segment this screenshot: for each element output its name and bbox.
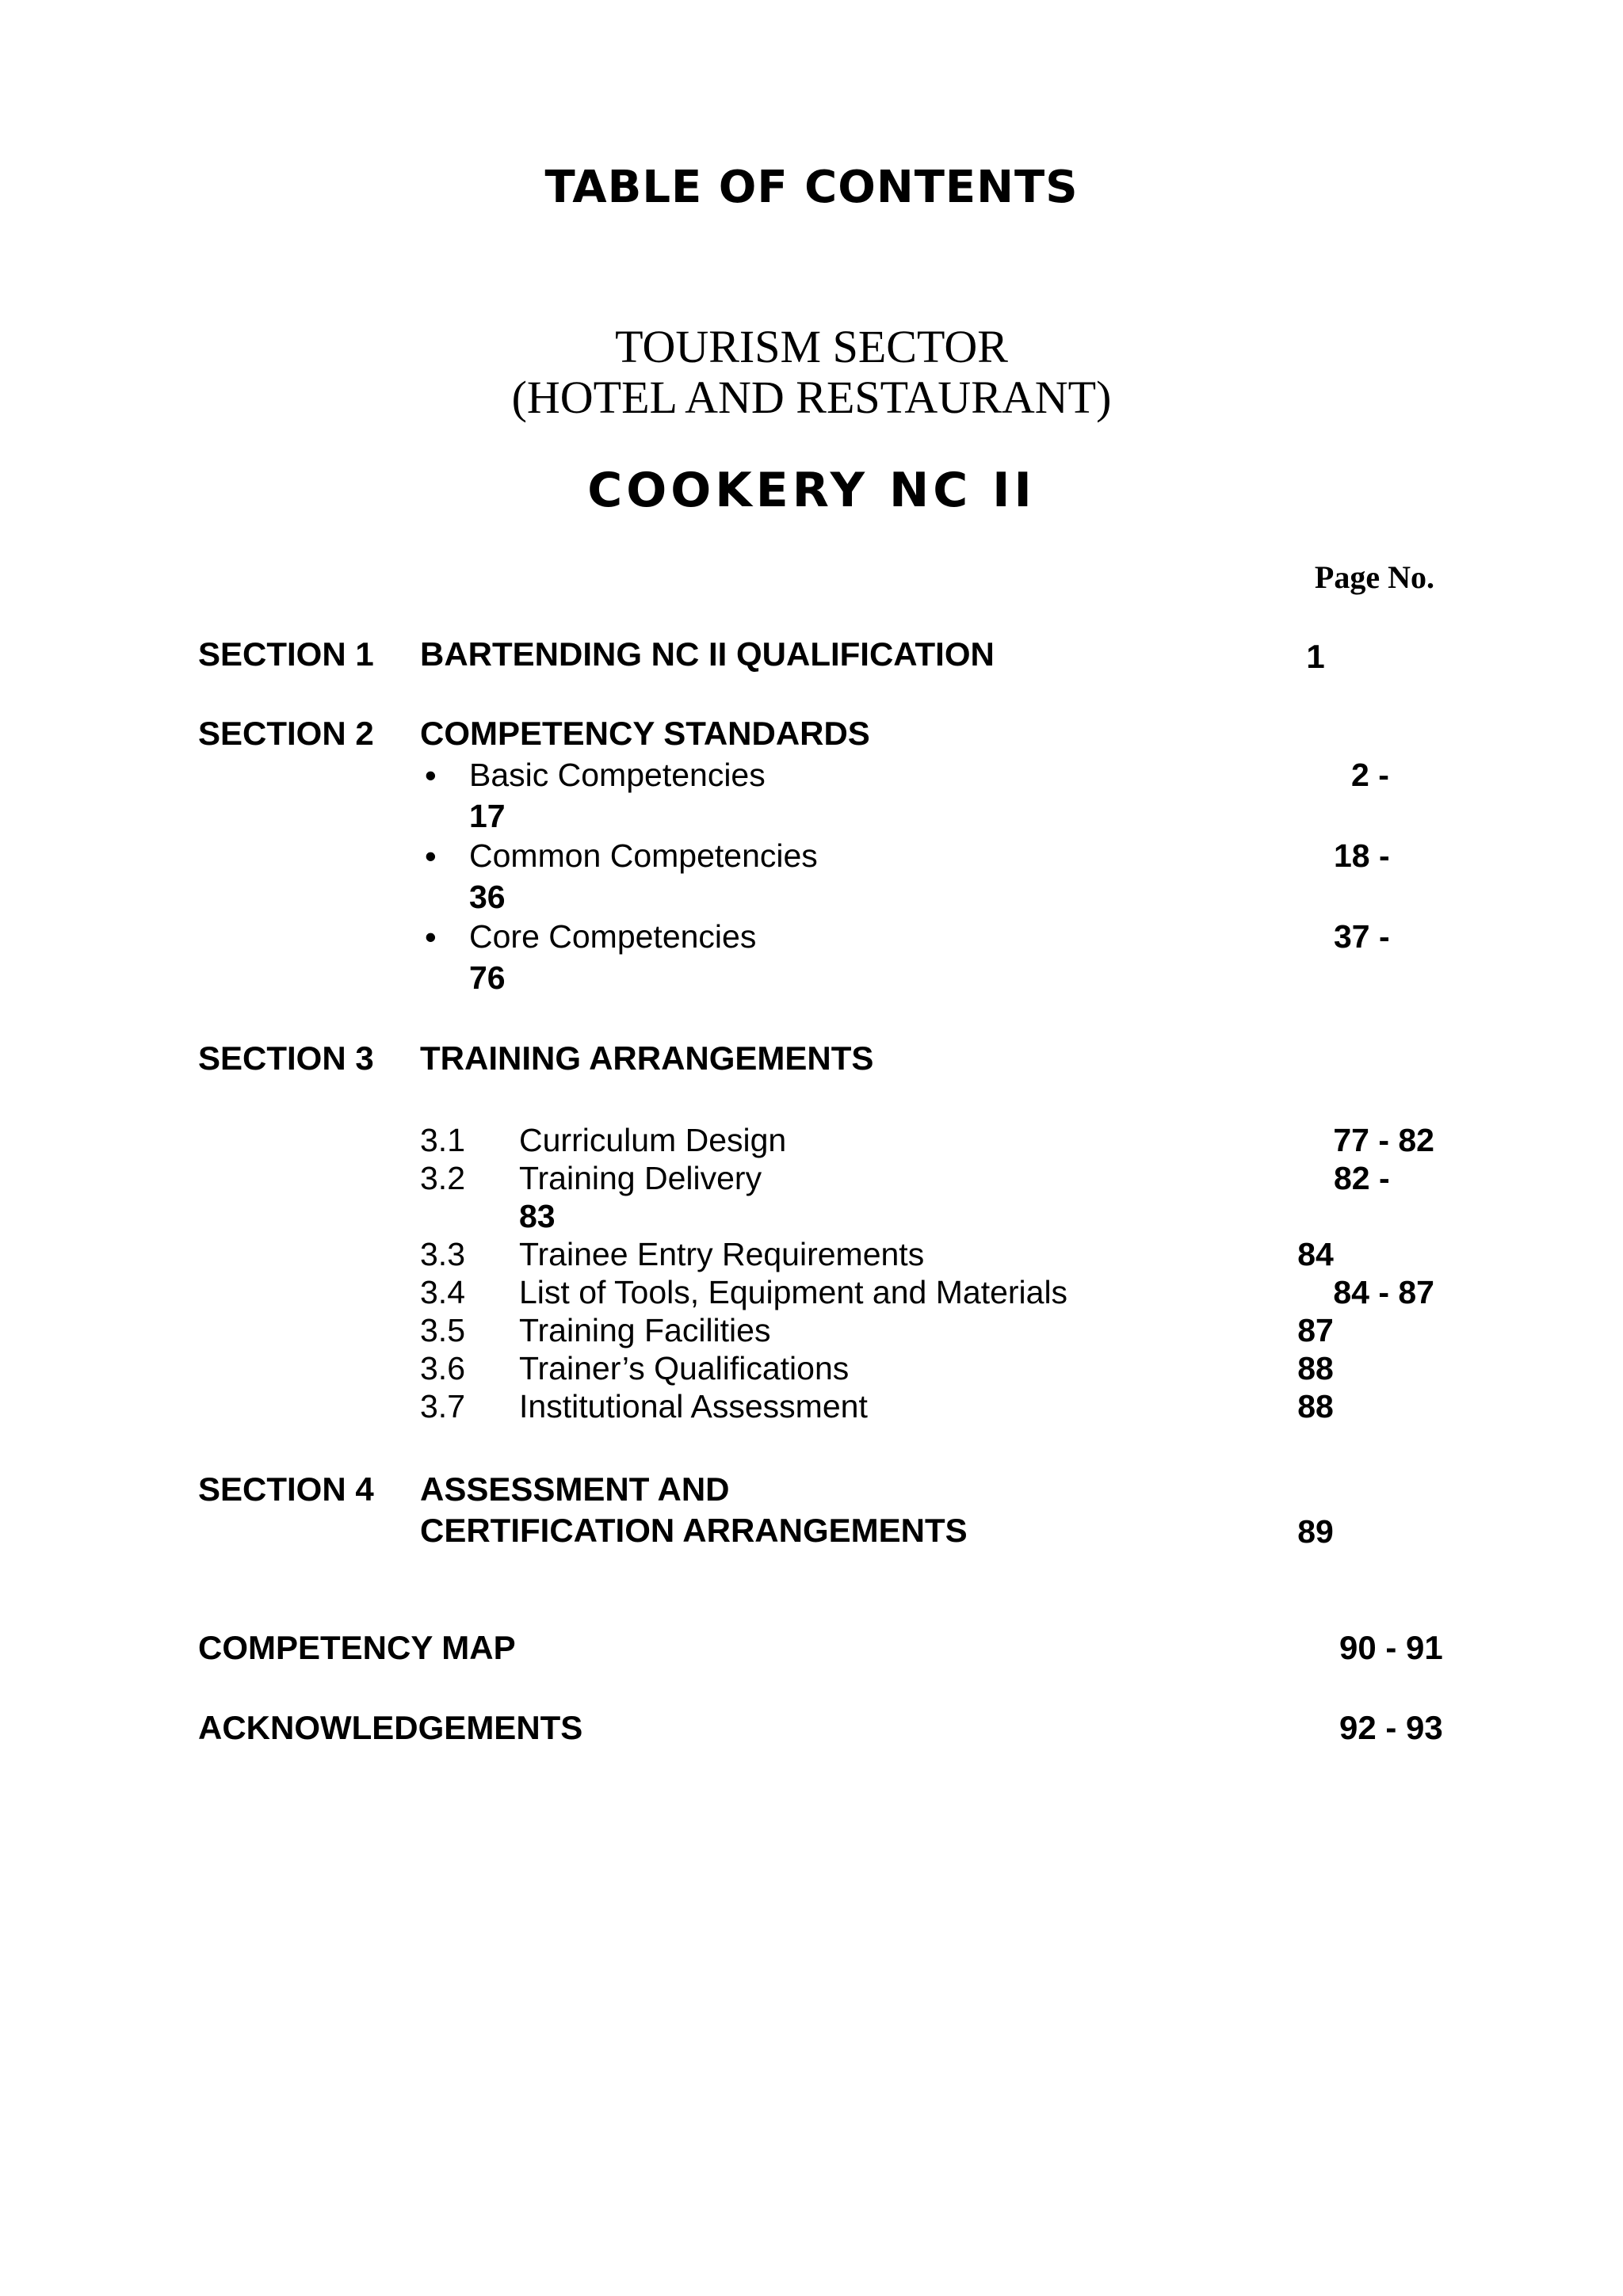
section-3-item-title: Curriculum Design — [519, 1122, 787, 1158]
section-3-item-title: Training Delivery — [519, 1160, 762, 1196]
section-3-title: TRAINING ARRANGEMENTS — [420, 1039, 874, 1077]
section-4-label: SECTION 4 — [198, 1470, 374, 1508]
section-3-item-title: List of Tools, Equipment and Materials — [519, 1274, 1068, 1310]
section-4-page: 89 — [1297, 1513, 1334, 1550]
section-3-item-page: 84 - 87 — [1333, 1274, 1434, 1310]
section-2-title: COMPETENCY STANDARDS — [420, 715, 870, 752]
section-1-label: SECTION 1 — [198, 635, 374, 673]
section-3-item-page-end: 83 — [519, 1198, 556, 1234]
section-3-item-number: 3.3 — [420, 1236, 465, 1272]
section-2-item-page-start: 37 - — [1334, 918, 1390, 955]
competency-map-page: 90 - 91 — [1339, 1629, 1443, 1666]
bullet-icon: • — [425, 757, 437, 794]
section-3-label: SECTION 3 — [198, 1039, 374, 1077]
section-2-item-page-end: 17 — [469, 798, 506, 834]
section-1-title: BARTENDING NC II QUALIFICATION — [420, 635, 995, 673]
page-no-label: Page No. — [1314, 559, 1434, 595]
sector-title-line2: (HOTEL AND RESTAURANT) — [511, 372, 1112, 423]
qualification-title: COOKERY NC II — [587, 463, 1036, 518]
section-2-label: SECTION 2 — [198, 715, 374, 752]
section-2-item-title: Core Competencies — [469, 918, 757, 955]
section-2-item-page-end: 76 — [469, 959, 506, 996]
section-3-item-page: 87 — [1297, 1312, 1334, 1348]
section-2-item-page-start: 2 - — [1351, 757, 1389, 793]
section-3-item-title: Trainee Entry Requirements — [519, 1236, 925, 1272]
section-3-item-page: 88 — [1297, 1388, 1334, 1425]
section-3-item-number: 3.4 — [420, 1274, 465, 1310]
section-2-item-title: Common Competencies — [469, 837, 818, 874]
section-3-item-number: 3.5 — [420, 1312, 465, 1348]
section-2-item-title: Basic Competencies — [469, 757, 766, 793]
acknowledgements-title: ACKNOWLEDGEMENTS — [198, 1709, 583, 1746]
section-3-item-number: 3.7 — [420, 1388, 465, 1425]
section-3-item-number: 3.6 — [420, 1350, 465, 1386]
bullet-icon: • — [425, 837, 437, 875]
section-3-item-title: Training Facilities — [519, 1312, 771, 1348]
section-3-item-page-start: 82 - — [1334, 1160, 1390, 1196]
section-2-item-page-end: 36 — [469, 879, 506, 915]
bullet-icon: • — [425, 918, 437, 955]
section-4-title-line1: ASSESSMENT AND — [420, 1470, 730, 1508]
section-3-item-number: 3.2 — [420, 1160, 465, 1196]
section-2-item-page-start: 18 - — [1334, 837, 1390, 874]
section-3-item-title: Institutional Assessment — [519, 1388, 868, 1425]
section-4-title-line2: CERTIFICATION ARRANGEMENTS — [420, 1512, 968, 1549]
sector-title-line1: TOURISM SECTOR — [615, 321, 1008, 372]
section-3-item-page: 77 - 82 — [1333, 1122, 1434, 1158]
section-3-item-number: 3.1 — [420, 1122, 465, 1158]
competency-map-title: COMPETENCY MAP — [198, 1629, 516, 1666]
section-3-item-page: 88 — [1297, 1350, 1334, 1386]
acknowledgements-page: 92 - 93 — [1339, 1709, 1443, 1746]
toc-title: TABLE OF CONTENTS — [544, 162, 1079, 213]
section-3-item-page: 84 — [1297, 1236, 1334, 1272]
section-3-item-title: Trainer’s Qualifications — [519, 1350, 850, 1386]
section-1-page: 1 — [1306, 638, 1325, 675]
